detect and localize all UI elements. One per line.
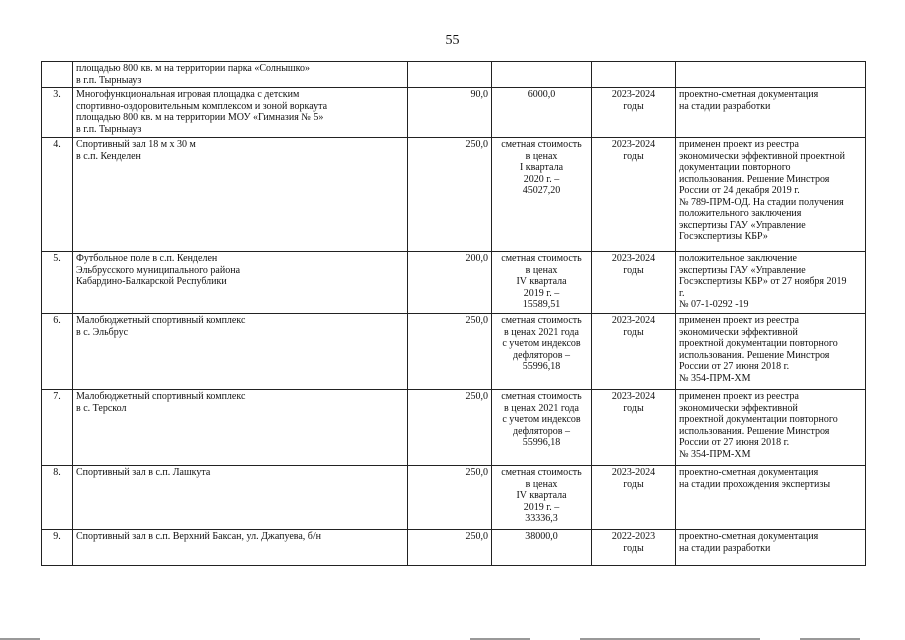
status-cell: проектно-сметная документация на стадии разработки — [676, 530, 866, 566]
object-name-cell: Спортивный зал 18 м х 30 м в с.п. Кенделен — [73, 138, 408, 252]
table-row — [42, 466, 866, 530]
table-row — [42, 390, 866, 466]
projects-table — [41, 61, 866, 566]
area-cell: 250,0 — [408, 466, 492, 530]
table-row — [42, 314, 866, 390]
row-number-cell: 4. — [42, 138, 73, 252]
cost-cell: сметная стоимость в ценах IV квартала 2019 г. – 15589,51 — [492, 252, 592, 314]
row-number-cell: 3. — [42, 88, 73, 138]
status-cell — [676, 62, 866, 88]
years-cell: 2023-2024 годы — [592, 466, 676, 530]
row-number-cell: 5. — [42, 252, 73, 314]
status-cell: проектно-сметная документация на стадии прохождения экспертизы — [676, 466, 866, 530]
object-name-cell: Малобюджетный спортивный комплекс в с. Эльбрус — [73, 314, 408, 390]
years-cell: 2023-2024 годы — [592, 390, 676, 466]
table-row — [42, 62, 866, 88]
area-cell: 250,0 — [408, 530, 492, 566]
years-cell: 2023-2024 годы — [592, 88, 676, 138]
status-cell: положительное заключение экспертизы ГАУ «Управление Госэкспертизы КБР» от 27 ноября 2019 г. № 07-1-0292 -19 — [676, 252, 866, 314]
object-name-cell: Спортивный зал в с.п. Лашкута — [73, 466, 408, 530]
area-cell: 200,0 — [408, 252, 492, 314]
area-cell: 250,0 — [408, 390, 492, 466]
row-number-cell: 8. — [42, 466, 73, 530]
cost-cell: 6000,0 — [492, 88, 592, 138]
status-cell: применен проект из реестра экономически эффективной проектной документации повторного использования. Решение Минстроя России от 27 июня 2018 г. № 354-ПРМ-ХМ — [676, 390, 866, 466]
object-name-cell: Спортивный зал в с.п. Верхний Баксан, ул. Джапуева, б/н — [73, 530, 408, 566]
years-cell — [592, 62, 676, 88]
row-number-cell — [42, 62, 73, 88]
cost-cell: сметная стоимость в ценах I квартала 2020 г. – 45027,20 — [492, 138, 592, 252]
years-cell: 2023-2024 годы — [592, 252, 676, 314]
table-row — [42, 530, 866, 566]
object-name-cell: Малобюджетный спортивный комплекс в с. Терскол — [73, 390, 408, 466]
row-number-cell: 6. — [42, 314, 73, 390]
object-name-cell: Многофункциональная игровая площадка с детским спортивно-оздоровительным комплексом и зоной воркаута площадью 800 кв. м на территории МОУ «Гимназия № 5» в г.п. Тырныауз — [73, 88, 408, 138]
row-number-cell: 7. — [42, 390, 73, 466]
cost-cell: 38000,0 — [492, 530, 592, 566]
area-cell — [408, 62, 492, 88]
years-cell: 2023-2024 годы — [592, 314, 676, 390]
row-number-cell: 9. — [42, 530, 73, 566]
status-cell: применен проект из реестра экономически эффективной проектной документации повторного использования. Решение Минстроя России от 24 декабря 2019 г. № 789-ПРМ-ОД. На стадии получения положительного заключения экспертизы ГАУ «Управление Госэкспертизы КБР» — [676, 138, 866, 252]
years-cell: 2022-2023 годы — [592, 530, 676, 566]
page-number: 55 — [445, 33, 460, 48]
object-name-cell: Футбольное поле в с.п. Кенделен Эльбрусского муниципального района Кабардино-Балкарской Республики — [73, 252, 408, 314]
area-cell: 250,0 — [408, 314, 492, 390]
table-row — [42, 252, 866, 314]
cost-cell: сметная стоимость в ценах 2021 года с учетом индексов дефляторов – 55996,18 — [492, 314, 592, 390]
years-cell: 2023-2024 годы — [592, 138, 676, 252]
object-name-cell: площадью 800 кв. м на территории парка «Солнышко» в г.п. Тырныауз — [73, 62, 408, 88]
table-row — [42, 138, 866, 252]
area-cell: 90,0 — [408, 88, 492, 138]
cost-cell — [492, 62, 592, 88]
status-cell: применен проект из реестра экономически эффективной проектной документации повторного использования. Решение Минстроя России от 27 июня 2018 г. № 354-ПРМ-ХМ — [676, 314, 866, 390]
area-cell: 250,0 — [408, 138, 492, 252]
status-cell: проектно-сметная документация на стадии разработки — [676, 88, 866, 138]
cost-cell: сметная стоимость в ценах 2021 года с учетом индексов дефляторов – 55996,18 — [492, 390, 592, 466]
cost-cell: сметная стоимость в ценах IV квартала 2019 г. – 33336,3 — [492, 466, 592, 530]
table-row — [42, 88, 866, 138]
